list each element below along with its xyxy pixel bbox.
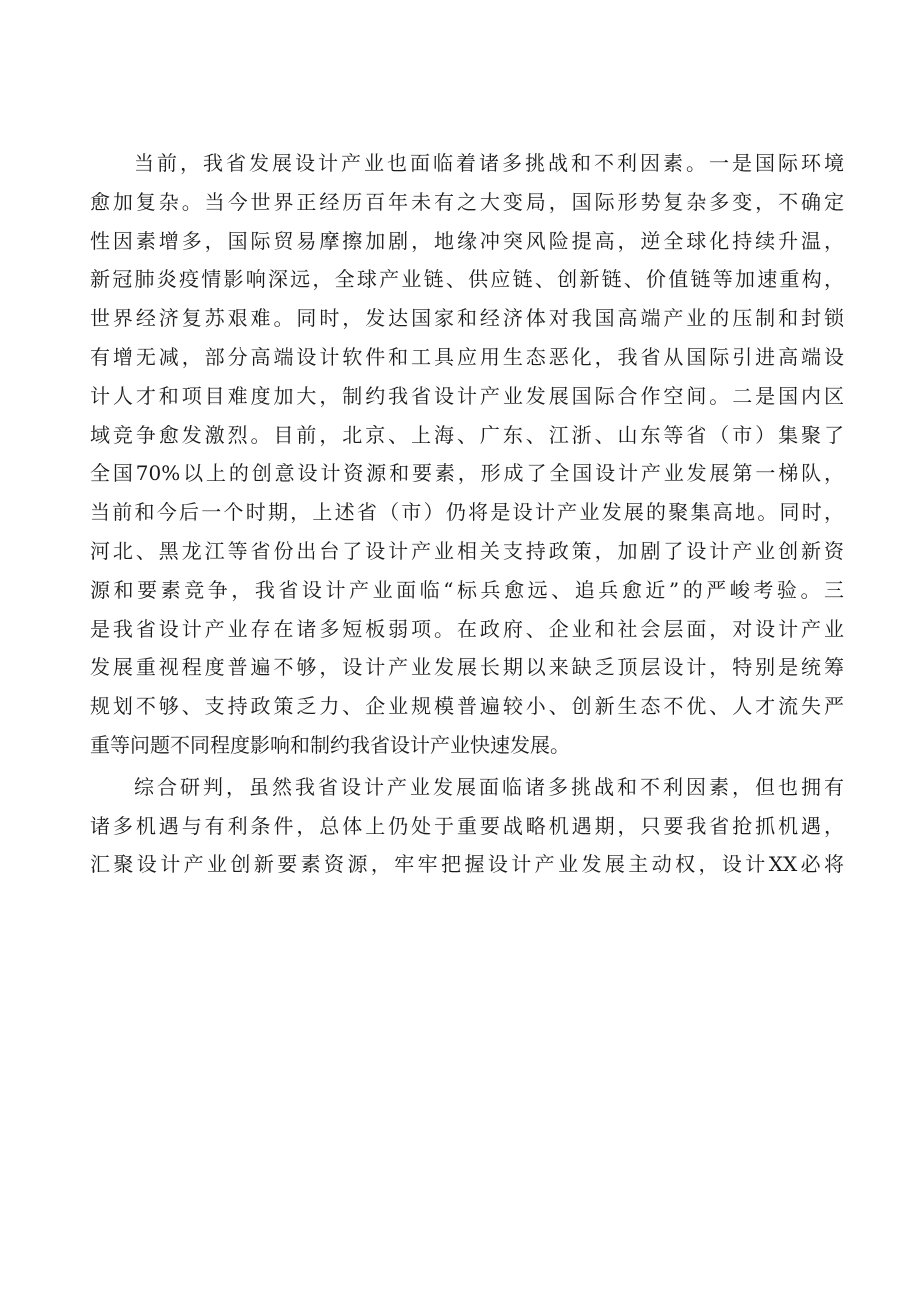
paragraph-1-line-15: 规划不够、支持政策乏力、企业规模普遍较小、创新生态不优、人才流失严 <box>90 694 844 719</box>
paragraph-1-line-6: 有增无减，部分高端设计软件和工具应用生态恶化，我省从国际引进高端设 <box>90 344 844 369</box>
paragraph-1-line-1: 当前，我省发展设计产业也面临着诸多挑战和不利因素。一是国际环境 <box>134 151 844 175</box>
paragraph-1-line-10: 当前和今后一个时期，上述省（市）仍将是设计产业发展的聚集高地。同时， <box>90 500 844 525</box>
paragraph-1-line-7: 计人才和项目难度加大，制约我省设计产业发展国际合作空间。二是国内区 <box>90 383 844 408</box>
paragraph-1-line-4: 新冠肺炎疫情影响深远，全球产业链、供应链、创新链、价值链等加速重构， <box>90 267 844 292</box>
paragraph-1-line-13: 是我省设计产业存在诸多短板弱项。在政府、企业和社会层面，对设计产业 <box>90 616 844 641</box>
paragraph-1-line-9: 全国70%以上的创意设计资源和要素，形成了全国设计产业发展第一梯队， <box>90 461 844 486</box>
paragraph-1-line-3: 性因素增多，国际贸易摩擦加剧，地缘冲突风险提高，逆全球化持续升温， <box>90 228 844 253</box>
paragraph-1-line-14: 发展重视程度普遍不够，设计产业发展长期以来缺乏顶层设计，特别是统筹 <box>90 655 844 680</box>
paragraph-1-line-8: 域竞争愈发激烈。目前，北京、上海、广东、江浙、山东等省（市）集聚了 <box>90 422 844 447</box>
document-body <box>90 144 844 884</box>
paragraph-2-line-1: 综合研判，虽然我省设计产业发展面临诸多挑战和不利因素，但也拥有 <box>134 774 844 799</box>
paragraph-1-line-12: 源和要素竞争，我省设计产业面临“标兵愈远、追兵愈近”的严峻考验。三 <box>90 577 844 602</box>
paragraph-2-line-2: 诸多机遇与有利条件，总体上仍处于重要战略机遇期，只要我省抢抓机遇， <box>90 813 844 838</box>
paragraph-1-line-5: 世界经济复苏艰难。同时，发达国家和经济体对我国高端产业的压制和封锁 <box>90 306 844 331</box>
paragraph-2-line-3: 汇聚设计产业创新要素资源，牢牢把握设计产业发展主动权，设计XX必将 <box>90 852 844 877</box>
paragraph-1-line-11: 河北、黑龙江等省份出台了设计产业相关支持政策，加剧了设计产业创新资 <box>90 538 844 563</box>
paragraph-1-line-2: 愈加复杂。当今世界正经历百年未有之大变局，国际形势复杂多变，不确定 <box>90 189 844 214</box>
paragraph-1-line-16: 重等问题不同程度影响和制约我省设计产业快速发展。 <box>90 732 570 757</box>
